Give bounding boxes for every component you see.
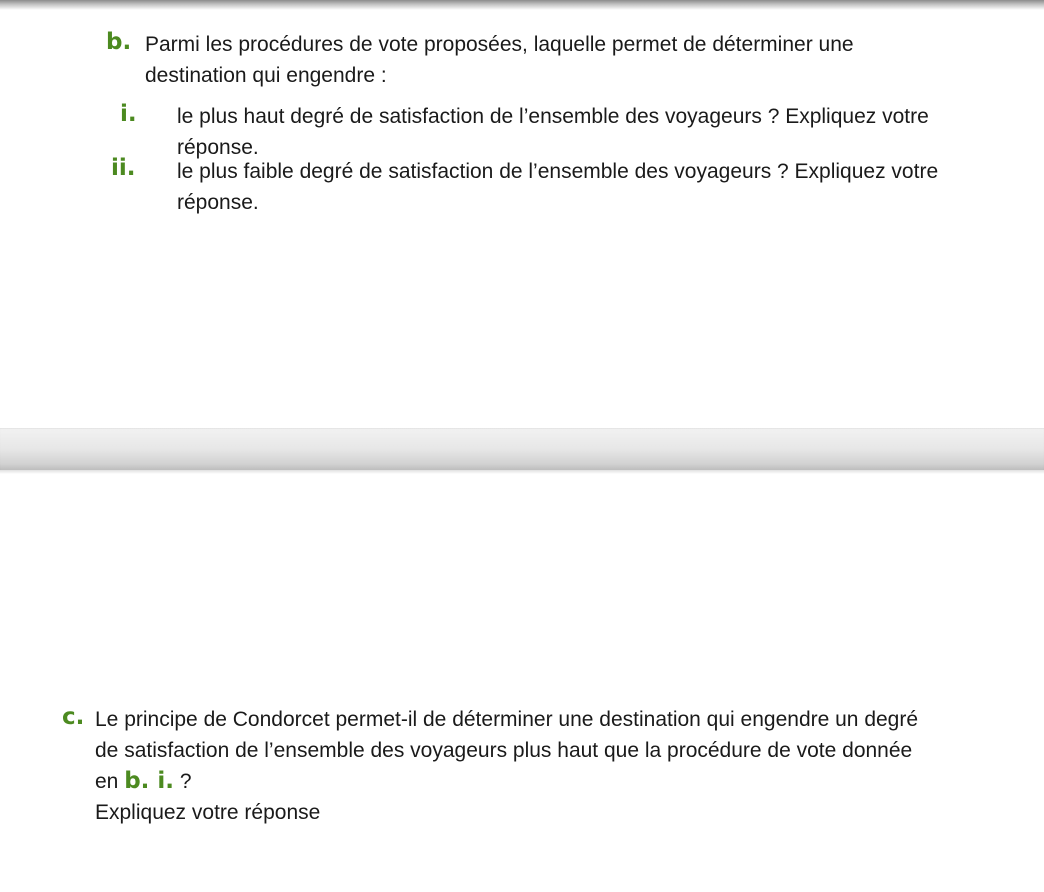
- question-b-i-marker: i.: [120, 101, 137, 127]
- question-b-i-text: [177, 101, 1027, 163]
- question-b-i-reference: b. i.: [124, 768, 175, 794]
- question-b-ii-line-1: le plus faible degré de satisfaction de l’ensemble des voyageurs ? Expliquez votre: [177, 160, 939, 183]
- question-c-line-1: Le principe de Condorcet permet-il de déterminer une destination qui engendre un degré: [95, 708, 919, 731]
- question-b-line-1: Parmi les procédures de vote proposées, laquelle permet de déterminer une: [145, 33, 854, 56]
- question-b-i-line-1: le plus haut degré de satisfaction de l’ensemble des voyageurs ? Expliquez votre: [177, 105, 929, 128]
- page-break-separator: [0, 428, 1044, 470]
- question-c-line-3-suffix: ?: [179, 770, 192, 793]
- question-c-marker: c.: [62, 704, 85, 730]
- question-b-i-line-2: réponse.: [177, 136, 259, 159]
- question-b-line-2: destination qui engendre :: [145, 64, 387, 87]
- question-b-ii-marker: ii.: [111, 155, 136, 181]
- question-b-text: [145, 29, 985, 91]
- question-c-text: [95, 704, 995, 828]
- page-top-shadow: [0, 0, 1044, 10]
- question-b-ii-text: [177, 156, 1027, 218]
- question-c-line-3: [95, 766, 995, 797]
- question-b-marker: b.: [106, 29, 132, 55]
- question-b-ii-line-2: réponse.: [177, 191, 259, 214]
- question-c-line-4: Expliquez votre réponse: [95, 801, 321, 824]
- question-c-line-2: de satisfaction de l’ensemble des voyageurs plus haut que la procédure de vote donnée: [95, 739, 913, 762]
- question-c-line-3-prefix: en: [95, 770, 119, 793]
